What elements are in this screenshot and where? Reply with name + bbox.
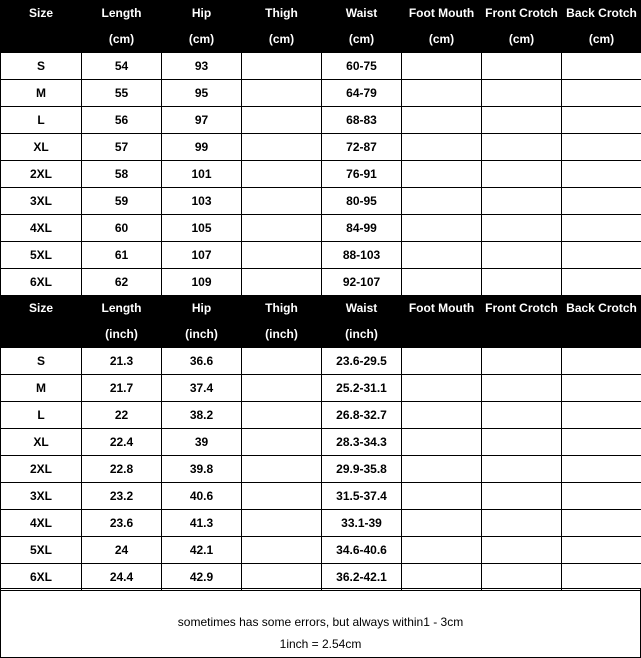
size-cell: 6XL <box>1 269 82 296</box>
value-cell: 21.7 <box>82 375 162 402</box>
value-cell: 64-79 <box>322 80 402 107</box>
table-row <box>1 80 641 107</box>
header-size: Size <box>1 1 82 27</box>
value-cell <box>482 188 562 215</box>
value-cell: 93 <box>162 53 242 80</box>
value-cell <box>482 215 562 242</box>
value-cell <box>402 402 482 429</box>
header-waist: Waist <box>322 296 402 322</box>
value-cell: 107 <box>162 242 242 269</box>
value-cell <box>482 107 562 134</box>
unit-cell <box>1 27 82 53</box>
value-cell <box>402 107 482 134</box>
value-cell: 36.2-42.1 <box>322 564 402 591</box>
value-cell: 61 <box>82 242 162 269</box>
value-cell <box>242 269 322 296</box>
value-cell: 23.6-29.5 <box>322 348 402 375</box>
value-cell: 38.2 <box>162 402 242 429</box>
value-cell <box>402 215 482 242</box>
value-cell <box>562 510 641 537</box>
value-cell <box>562 429 641 456</box>
unit-cell: (cm) <box>242 27 322 53</box>
inch-unit-row <box>1 322 641 348</box>
value-cell: 105 <box>162 215 242 242</box>
value-cell <box>402 564 482 591</box>
table-row <box>1 107 641 134</box>
value-cell <box>402 510 482 537</box>
value-cell: 41.3 <box>162 510 242 537</box>
table-row <box>1 161 641 188</box>
value-cell <box>242 429 322 456</box>
value-cell <box>402 161 482 188</box>
size-cell: 6XL <box>1 564 82 591</box>
value-cell <box>482 80 562 107</box>
table-row <box>1 564 641 591</box>
value-cell <box>402 53 482 80</box>
value-cell <box>242 188 322 215</box>
value-cell: 33.1-39 <box>322 510 402 537</box>
value-cell: 109 <box>162 269 242 296</box>
value-cell <box>562 456 641 483</box>
size-cell: XL <box>1 134 82 161</box>
value-cell <box>482 429 562 456</box>
header-waist: Waist <box>322 1 402 27</box>
header-back-crotch: Back Crotch <box>562 296 641 322</box>
table-row <box>1 242 641 269</box>
size-cell: L <box>1 402 82 429</box>
value-cell <box>242 348 322 375</box>
value-cell <box>402 269 482 296</box>
table-row <box>1 188 641 215</box>
header-hip: Hip <box>162 1 242 27</box>
size-cell: S <box>1 348 82 375</box>
value-cell: 60-75 <box>322 53 402 80</box>
table-row <box>1 134 641 161</box>
value-cell: 24.4 <box>82 564 162 591</box>
size-cell: 5XL <box>1 242 82 269</box>
size-cell: 5XL <box>1 537 82 564</box>
value-cell <box>402 242 482 269</box>
unit-cell: (inch) <box>242 322 322 348</box>
unit-cell: (inch) <box>82 322 162 348</box>
value-cell <box>562 107 641 134</box>
value-cell: 42.1 <box>162 537 242 564</box>
value-cell <box>402 429 482 456</box>
value-cell <box>242 161 322 188</box>
value-cell <box>482 134 562 161</box>
value-cell <box>402 456 482 483</box>
value-cell <box>562 348 641 375</box>
size-cell: 2XL <box>1 456 82 483</box>
value-cell: 72-87 <box>322 134 402 161</box>
header-back-crotch: Back Crotch <box>562 1 641 27</box>
value-cell: 80-95 <box>322 188 402 215</box>
value-cell: 68-83 <box>322 107 402 134</box>
value-cell <box>482 269 562 296</box>
unit-cell <box>402 322 482 348</box>
table-row <box>1 375 641 402</box>
value-cell <box>482 510 562 537</box>
value-cell <box>562 375 641 402</box>
value-cell <box>402 483 482 510</box>
value-cell <box>242 456 322 483</box>
value-cell: 26.8-32.7 <box>322 402 402 429</box>
unit-cell: (cm) <box>402 27 482 53</box>
value-cell <box>242 510 322 537</box>
value-cell: 21.3 <box>82 348 162 375</box>
value-cell <box>242 483 322 510</box>
value-cell <box>242 80 322 107</box>
value-cell: 24 <box>82 537 162 564</box>
value-cell: 22 <box>82 402 162 429</box>
cm-unit-row <box>1 27 641 53</box>
value-cell: 25.2-31.1 <box>322 375 402 402</box>
footer-note-box <box>0 588 641 658</box>
value-cell <box>402 348 482 375</box>
value-cell: 62 <box>82 269 162 296</box>
header-foot-mouth: Foot Mouth <box>402 296 482 322</box>
inch-header <box>1 296 641 348</box>
value-cell <box>482 53 562 80</box>
value-cell <box>562 188 641 215</box>
unit-cell: (cm) <box>322 27 402 53</box>
value-cell: 57 <box>82 134 162 161</box>
value-cell: 42.9 <box>162 564 242 591</box>
value-cell: 95 <box>162 80 242 107</box>
cm-rows <box>1 53 641 296</box>
value-cell: 40.6 <box>162 483 242 510</box>
value-cell: 23.6 <box>82 510 162 537</box>
header-length: Length <box>82 1 162 27</box>
unit-cell: (inch) <box>322 322 402 348</box>
value-cell: 37.4 <box>162 375 242 402</box>
value-cell: 58 <box>82 161 162 188</box>
value-cell: 60 <box>82 215 162 242</box>
value-cell <box>242 402 322 429</box>
value-cell: 84-99 <box>322 215 402 242</box>
size-cell: 3XL <box>1 188 82 215</box>
value-cell: 103 <box>162 188 242 215</box>
header-front-crotch: Front Crotch <box>482 1 562 27</box>
value-cell <box>482 537 562 564</box>
header-front-crotch: Front Crotch <box>482 296 562 322</box>
size-cell: M <box>1 80 82 107</box>
unit-cell <box>562 322 641 348</box>
value-cell <box>562 134 641 161</box>
size-cell: 4XL <box>1 510 82 537</box>
header-thigh: Thigh <box>242 296 322 322</box>
value-cell: 56 <box>82 107 162 134</box>
value-cell: 31.5-37.4 <box>322 483 402 510</box>
value-cell <box>562 53 641 80</box>
cm-header-row <box>1 1 641 27</box>
table-row <box>1 510 641 537</box>
value-cell: 36.6 <box>162 348 242 375</box>
value-cell: 92-107 <box>322 269 402 296</box>
value-cell: 54 <box>82 53 162 80</box>
value-cell <box>482 348 562 375</box>
unit-cell: (cm) <box>562 27 641 53</box>
size-cell: XL <box>1 429 82 456</box>
value-cell <box>562 483 641 510</box>
cm-header <box>1 1 641 53</box>
size-cell: 3XL <box>1 483 82 510</box>
header-size: Size <box>1 296 82 322</box>
unit-cell: (cm) <box>162 27 242 53</box>
value-cell <box>482 242 562 269</box>
value-cell: 34.6-40.6 <box>322 537 402 564</box>
size-cell: 2XL <box>1 161 82 188</box>
value-cell: 23.2 <box>82 483 162 510</box>
value-cell <box>482 456 562 483</box>
value-cell: 39.8 <box>162 456 242 483</box>
table-row <box>1 402 641 429</box>
unit-cell <box>1 322 82 348</box>
value-cell <box>482 375 562 402</box>
value-cell: 97 <box>162 107 242 134</box>
header-foot-mouth: Foot Mouth <box>402 1 482 27</box>
header-hip: Hip <box>162 296 242 322</box>
value-cell <box>482 161 562 188</box>
value-cell <box>562 537 641 564</box>
value-cell: 22.8 <box>82 456 162 483</box>
value-cell: 88-103 <box>322 242 402 269</box>
value-cell: 76-91 <box>322 161 402 188</box>
inch-rows <box>1 348 641 591</box>
value-cell: 28.3-34.3 <box>322 429 402 456</box>
value-cell <box>402 375 482 402</box>
value-cell <box>562 402 641 429</box>
value-cell <box>482 564 562 591</box>
value-cell <box>242 107 322 134</box>
value-cell <box>402 537 482 564</box>
size-cell: L <box>1 107 82 134</box>
table-row <box>1 348 641 375</box>
header-length: Length <box>82 296 162 322</box>
value-cell <box>562 161 641 188</box>
value-cell <box>562 215 641 242</box>
value-cell <box>402 188 482 215</box>
table-row <box>1 483 641 510</box>
conversion-note: 1inch = 2.54cm <box>1 637 640 651</box>
unit-cell: (inch) <box>162 322 242 348</box>
inch-header-row <box>1 296 641 322</box>
value-cell: 29.9-35.8 <box>322 456 402 483</box>
value-cell: 39 <box>162 429 242 456</box>
value-cell <box>242 242 322 269</box>
value-cell: 22.4 <box>82 429 162 456</box>
value-cell: 101 <box>162 161 242 188</box>
value-cell <box>242 53 322 80</box>
size-cell: S <box>1 53 82 80</box>
value-cell <box>562 564 641 591</box>
table-row <box>1 269 641 296</box>
value-cell <box>562 242 641 269</box>
value-cell <box>482 402 562 429</box>
value-cell <box>402 134 482 161</box>
value-cell <box>242 537 322 564</box>
header-thigh: Thigh <box>242 1 322 27</box>
value-cell <box>482 483 562 510</box>
value-cell: 99 <box>162 134 242 161</box>
unit-cell <box>482 322 562 348</box>
value-cell <box>242 564 322 591</box>
value-cell: 55 <box>82 80 162 107</box>
table-row <box>1 53 641 80</box>
value-cell <box>562 269 641 296</box>
value-cell <box>242 134 322 161</box>
table-row <box>1 429 641 456</box>
value-cell: 59 <box>82 188 162 215</box>
value-cell <box>242 375 322 402</box>
table-row <box>1 537 641 564</box>
unit-cell: (cm) <box>82 27 162 53</box>
unit-cell: (cm) <box>482 27 562 53</box>
table-row <box>1 215 641 242</box>
value-cell <box>562 80 641 107</box>
accuracy-note: sometimes has some errors, but always within1 - 3cm <box>1 615 640 629</box>
value-cell <box>242 215 322 242</box>
value-cell <box>402 80 482 107</box>
table-row <box>1 456 641 483</box>
size-cell: M <box>1 375 82 402</box>
size-cell: 4XL <box>1 215 82 242</box>
